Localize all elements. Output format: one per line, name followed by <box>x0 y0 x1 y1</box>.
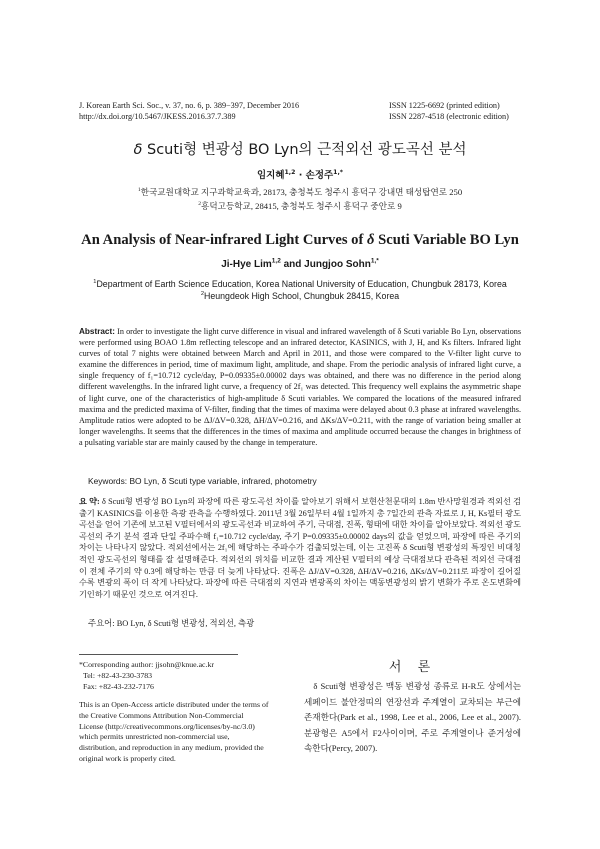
korean-abstract-label: 요 약: <box>79 497 100 506</box>
korean-keywords-label: 주요어: <box>88 619 115 628</box>
abstract-text: In order to investigate the light curve difference in visual and infrared wavelength of δ Scuti variable Bo Lyn, observations were performed using BOAO 1.8m reflecting telescope and an infrared detector, KASINICS, with J, H, and Ks filters. Infrared light curves of total 7 nights were obtained between March and April in 2011, and those were compared to the V-filter light curve to examine the differences in period, time of maximum light, amplitude, and shape. From the periodic analysis of infrared light curve, a single frequency of f₁=10.712 cycle/day, P=0.09335±0.00002 days was obtained, and there was no difference in the period along different wavelengths. In the infrared light curve, a frequency of 2f₁ was detected. This frequency well explains the asymmetric shape of light curve, one of the characteristics of high-amplitude δ Scuti variables. We compared the locations of the measured infrared maxima and the predicted maxima of V-filter, finding that the times of maxima were delayed about 0.3 phase at infrared wavelengths. Amplitude ratios were adopted to be ΔJ/ΔV=0.328, ΔH/ΔV=0.216, and ΔKs/ΔV=0.211, with the range of variation being smaller at longer wavelengths. It seems that the differences in the times of maxima and amplitude occurred because the changes in brightness of a pulsating variable star are mainly caused by the change in temperature. <box>79 327 522 447</box>
korean-author-2-sup: 1,* <box>333 168 344 176</box>
korean-author-1-sup: 1,2 <box>284 168 296 176</box>
korean-aff-2-num: 2 <box>198 201 202 208</box>
korean-aff-1-text: 한국교원대학교 지구과학교육과, 28173, 충청북도 청주시 흥덕구 강내면 태성탑연로 250 <box>140 187 463 197</box>
english-author-2-sup: 1,* <box>370 257 379 265</box>
english-aff-1-num: 1 <box>93 279 97 286</box>
footnote-license: This is an Open-Access article distributed under the terms of the Creative Commons Attribution Non-Commercial License (http://creativecommons.org/licenses/by-nc/3.0) which permits unrestricted non-commercial use, distribution, and reproduction in any medium, provided the original work is properly cited. <box>79 700 269 763</box>
english-affiliation-2 <box>0 291 600 301</box>
korean-affiliation-2 <box>0 200 600 212</box>
issn-print: ISSN 1225-6692 (printed edition) <box>389 101 500 110</box>
korean-title-symbol: δ <box>133 142 143 158</box>
korean-aff-1-num: 1 <box>137 187 141 194</box>
english-author-1-sup: 1,2 <box>271 257 281 265</box>
abstract-label: Abstract: <box>79 327 115 336</box>
corresponding-author: *Corresponding author: jjsohn@knue.ac.kr <box>79 660 214 669</box>
introduction-paragraph: δ Scuti형 변광성은 맥동 변광성 종류로 H-R도 상에서는 세페이드 불안정띠의 연장선과 주계열이 교차되는 부근에 존재한다(Park et al., 1998, Lee et al., 2006, Lee et al., 2007). 분광형은 A5에서 F2사이이며, 주로 주계열이나 준거성에 속한다(Percy, 2007). <box>304 681 522 754</box>
doi-link[interactable]: http://dx.doi.org/10.5467/JKESS.2016.37.7.389 <box>79 112 236 121</box>
korean-affiliation-1 <box>0 186 600 198</box>
english-affiliation-1 <box>0 279 600 289</box>
author-fax: Fax: +82-43-232-7176 <box>83 681 154 691</box>
english-title-post: Scuti Variable BO Lyn <box>374 232 519 248</box>
keywords-label: Keywords: <box>88 476 128 486</box>
korean-title <box>0 138 600 159</box>
korean-aff-2-text: 흥덕고등학교, 28415, 충청북도 청주시 흥덕구 중안로 9 <box>201 201 402 211</box>
english-title-symbol: δ <box>366 232 375 248</box>
introduction-heading: 서 론 <box>388 660 437 675</box>
author-separator: · <box>295 170 306 181</box>
journal-citation: J. Korean Earth Sci. Soc., v. 37, no. 6, p. 389−397, December 2016 <box>79 101 300 110</box>
english-title-pre: An Analysis of Near-infrared Light Curves of <box>81 232 367 248</box>
introduction-text <box>304 679 521 757</box>
english-author-and: and <box>280 259 305 270</box>
english-author-1: Ji-Hye Lim <box>221 259 272 270</box>
korean-title-text: Scuti형 변광성 BO Lyn의 근적외선 광도곡선 분석 <box>147 142 467 158</box>
korean-author-1: 임지혜 <box>256 170 285 181</box>
keywords <box>88 476 317 486</box>
english-aff-2-num: 2 <box>200 291 205 298</box>
footnote-rule <box>79 654 238 655</box>
english-title <box>0 232 600 249</box>
korean-keywords-text: BO Lyn, δ Scuti형 변광성, 적외선, 측광 <box>116 619 255 628</box>
abstract <box>79 326 521 448</box>
korean-authors <box>0 167 600 181</box>
korean-keywords <box>88 617 254 629</box>
korean-abstract <box>79 496 521 600</box>
english-aff-2-text: Heungdeok High School, Chungbuk 28415, Korea <box>204 291 400 301</box>
korean-abstract-text: δ Scuti형 변광성 BO Lyn의 파장에 따른 광도곡선 차이를 알아보기 위해서 보현산천문대의 1.8m 반사망원경과 적외선 검출기 KASINICS를 이용한 측광 관측을 수행하였다. 2011년 3월 26일부터 4월 1일까지 총 7일간의 관측 자료로 J, H, Ks필터 광도곡선을 얻어 기존에 보고된 V필터에서의 광도곡선과 비교하여 주기, 극대점, 진폭, 형태에 대한 차이를 알아보았다. 적외선 광도곡선의 주기 분석 결과 단일 주파수해 f₁=10.712 cycle/day, 주기 P=0.09335±0.00002 days의 값을 얻었으며, 파장에 따른 주기의 차이는 나타나지 않았다. 적외선에서는 2f₁에 해당하는 주파수가 검출되었는데, 이는 고진폭 δ Scuti형 변광성의 특징인 비대칭적인 광도곡선의 형태를 잘 설명해준다. 적외선의 위치를 비교한 결과 계산된 V필터의 예상 극대점보다 관측된 적외선 극대점이 전체 주기의 약 0.3에 해당하는 만큼 더 늦게 나타났다. 진폭은 ΔJ/ΔV=0.328, ΔH/ΔV=0.216, ΔKs/ΔV=0.211로 파장이 길어질수록 변광의 폭이 더 작게 나타났다. 파장에 따른 극대점의 지연과 변광폭의 차이는 맥동변광성의 밝기 변화가 주로 온도변화에 기인하기 때문인 것으로 여겨진다. <box>79 497 522 599</box>
footnote-contact <box>79 660 269 692</box>
issn-electronic: ISSN 2287-4518 (electronic edition) <box>389 112 509 121</box>
author-tel: Tel: +82-43-230-3783 <box>83 670 153 680</box>
issn-block <box>389 100 509 122</box>
keywords-text: BO Lyn, δ Scuti type variable, infrared, photometry <box>129 476 317 486</box>
english-author-2: Jungjoo Sohn <box>304 259 371 270</box>
korean-author-2: 손정주 <box>305 170 334 181</box>
english-authors <box>0 259 600 270</box>
english-aff-1-text: Department of Earth Science Education, Korea National University of Education, Chungbuk 28173, Korea <box>96 279 507 289</box>
journal-reference <box>79 100 299 122</box>
